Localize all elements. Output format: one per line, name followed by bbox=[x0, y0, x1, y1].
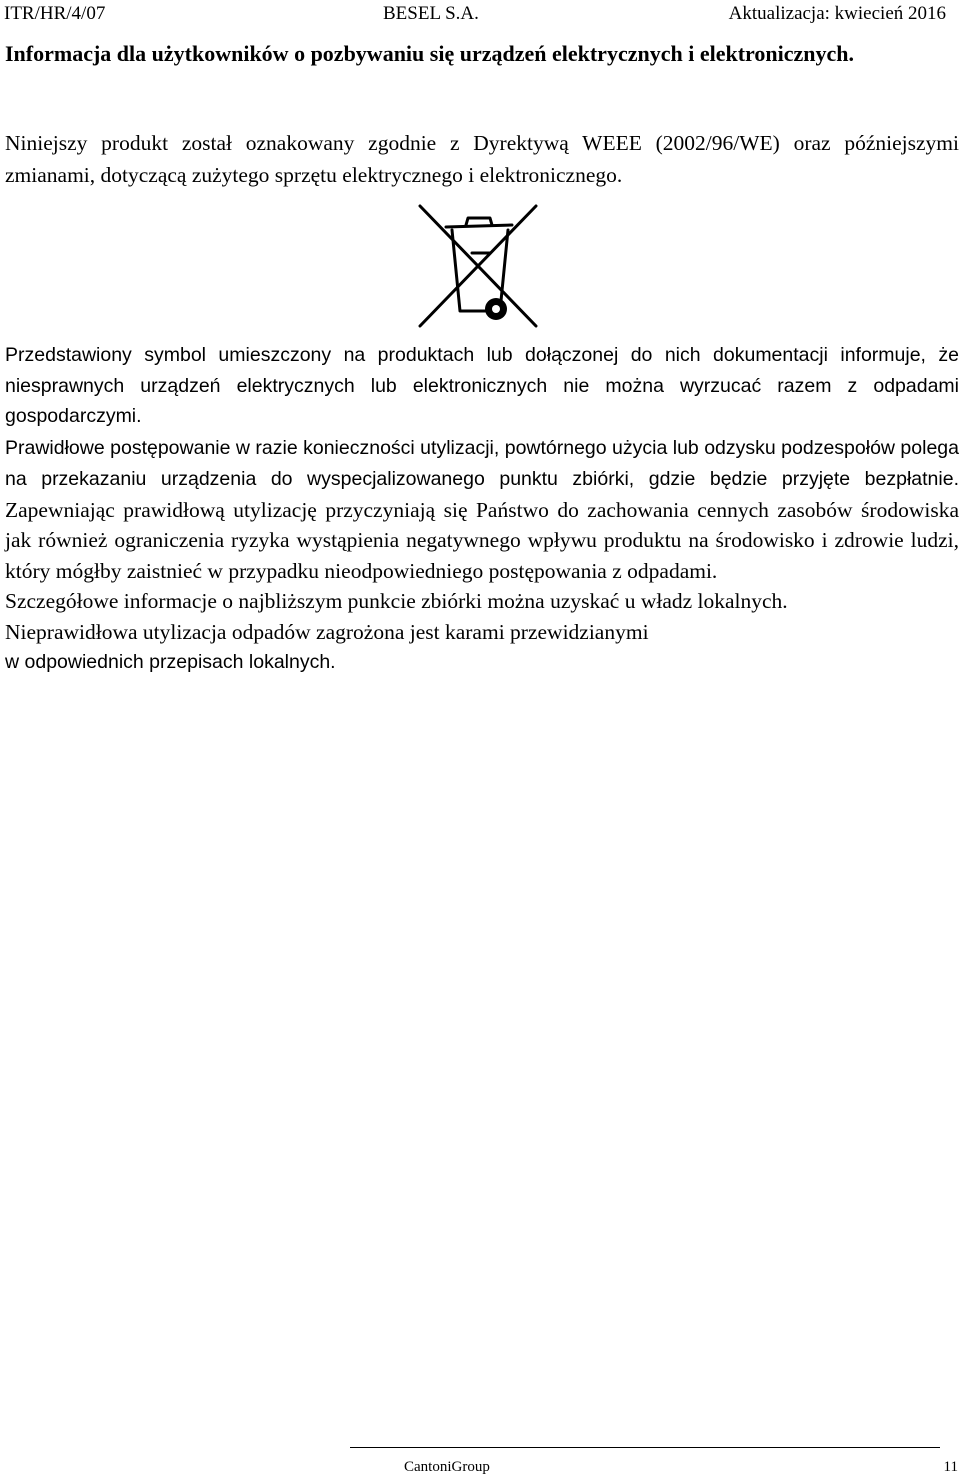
page-number: 11 bbox=[943, 1459, 958, 1475]
intro-paragraph: Niniejszy produkt został oznakowany zgodnie z Dyrektywą WEEE (2002/96/WE) oraz późniejszymi zmianami, dotyczącą zużytego sprzętu elektrycznego i elektronicznego. bbox=[5, 131, 959, 187]
disposal-instructions bbox=[5, 340, 959, 678]
penalties-paragraph-continued: w odpowiednich przepisach lokalnych. bbox=[5, 651, 336, 673]
document-code: ITR/HR/4/07 bbox=[4, 3, 106, 24]
proper-disposal-paragraph bbox=[5, 432, 959, 587]
page-title: Informacja dla użytkowników o pozbywaniu się urządzeń elektrycznych i elektronicznych. bbox=[5, 41, 855, 66]
local-authorities-paragraph: Szczegółowe informacje o najbliższym punkcie zbiórki można uzyskać u władz lokalnych. bbox=[5, 589, 788, 613]
crossed-out-wheelie-bin-icon bbox=[416, 203, 540, 330]
symbol-meaning-paragraph: Przedstawiony symbol umieszczony na produktach lub dołączonej do nich dokumentacji informuje, że niesprawnych urządzeń elektrycznych lub elektronicznych nie można wyrzucać razem z odpadami gospodarczymi. bbox=[5, 344, 959, 427]
environment-benefit-text: Zapewniając prawidłową utylizację przyczyniają się Państwo do zachowania cennych zasobów środowiska jak również ograniczenia ryzyka wystąpienia negatywnego wpływu produktu na środowisko i zdrowie ludzi, który mógłby zaistnieć w przypadku nieodpowiedniego postępowania z odpadami. bbox=[5, 497, 959, 583]
footer-divider bbox=[350, 1447, 940, 1448]
page-header bbox=[4, 2, 946, 26]
collection-point-text: Prawidłowe postępowanie w razie konieczności utylizacji, powtórnego użycia lub odzysku podzespołów polega na przekazaniu urządzenia do wyspecjalizowanego punktu zbiórki, gdzie będzie przyjęte bezpłatnie. bbox=[5, 436, 959, 490]
page-footer bbox=[350, 1456, 958, 1478]
penalties-paragraph: Nieprawidłowa utylizacja odpadów zagrożona jest karami przewidzianymi bbox=[5, 619, 649, 644]
footer-company: CantoniGroup bbox=[404, 1459, 490, 1475]
update-date: Aktualizacja: kwiecień 2016 bbox=[728, 3, 946, 24]
company-name: BESEL S.A. bbox=[383, 3, 479, 24]
